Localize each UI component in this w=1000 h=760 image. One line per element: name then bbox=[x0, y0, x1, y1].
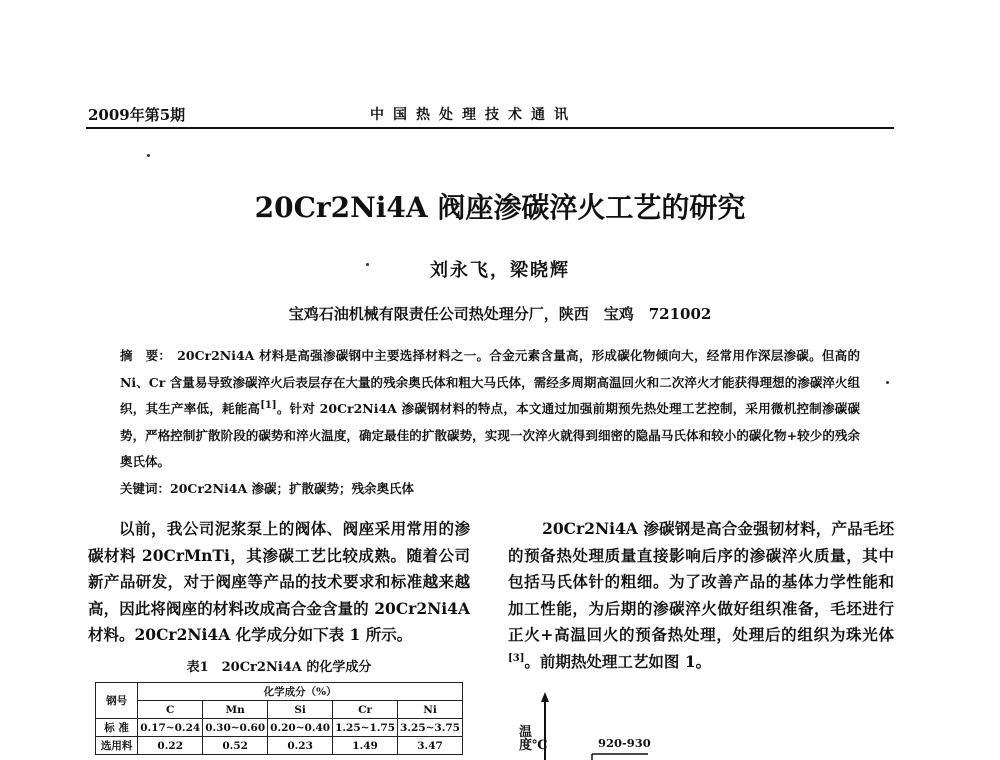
table-row bbox=[96, 737, 463, 755]
header-divider bbox=[86, 127, 894, 129]
col-header: C bbox=[138, 701, 203, 719]
citation-3: [3] bbox=[508, 652, 525, 664]
table-cell: 1.49 bbox=[333, 737, 398, 755]
paper-title: 20Cr2Ni4A 阀座渗碳淬火工艺的研究 bbox=[254, 191, 746, 224]
table-cell: 0.52 bbox=[203, 737, 268, 755]
speck bbox=[886, 381, 889, 384]
table-cell: 1.25~1.75 bbox=[333, 719, 398, 737]
figure1-temperature-label: 920-930 bbox=[598, 736, 651, 750]
corner-header: 钢号 bbox=[96, 683, 138, 719]
row-label: 选用料 bbox=[96, 737, 138, 755]
composition-table bbox=[95, 682, 463, 755]
element-header-row bbox=[96, 701, 463, 719]
keywords: 关键词：20Cr2Ni4A 渗碳；扩散碳势；残余奥氏体 bbox=[120, 481, 415, 496]
abstract-label: 摘 要： bbox=[120, 348, 172, 363]
table-cell: 3.25~3.75 bbox=[398, 719, 463, 737]
table-cell: 3.47 bbox=[398, 737, 463, 755]
body-right-text-end: 。前期热处理工艺如图 1。 bbox=[524, 651, 712, 671]
col-header: Mn bbox=[203, 701, 268, 719]
table-cell: 0.30~0.60 bbox=[203, 719, 268, 737]
table-caption: 表1 20Cr2Ni4A 的化学成分 bbox=[186, 660, 372, 675]
affiliation: 宝鸡石油机械有限责任公司热处理分厂，陕西 宝鸡 721002 bbox=[288, 305, 712, 323]
group-header: 化学成分（%） bbox=[138, 683, 463, 701]
col-header: Cr bbox=[333, 701, 398, 719]
abstract-text-part1: 20Cr2Ni4A 材料是高强渗碳钢中主要选择材料之一。合金元素含量高，形成碳化物倾向大，经常用作深层渗碳。但高的 Ni、Cr 含量易导致渗碳淬火后表层存在大量的残余奥氏体和粗大马氏体，需经多周期高温回火和二次淬火才能获得理想的渗碳淬火组织，其生产率低，耗能高 bbox=[120, 348, 860, 416]
col-header: Ni bbox=[398, 701, 463, 719]
table-cell: 0.17~0.24 bbox=[138, 719, 203, 737]
issue-label: 2009年第5期 bbox=[88, 106, 186, 124]
table-header-row bbox=[96, 683, 463, 701]
col-header: Si bbox=[268, 701, 333, 719]
table-cell: 0.23 bbox=[268, 737, 333, 755]
citation-1: [1] bbox=[260, 399, 277, 411]
abstract-text-part2: 。针对 20Cr2Ni4A 渗碳钢材料的特点，本文通过加强前期预先热处理工艺控制，采用微机控制渗碳碳势，严格控制扩散阶段的碳势和淬火温度，确定最佳的扩散碳势，实现一次淬火就得到细密的隐晶马氏体和较小的碳化物+较少的残余奥氏体。 bbox=[120, 401, 860, 469]
journal-name: 中国热处理技术通讯 bbox=[370, 107, 577, 123]
row-label: 标 准 bbox=[96, 719, 138, 737]
abstract bbox=[120, 343, 860, 476]
speck bbox=[147, 154, 150, 157]
authors: 刘永飞，梁晓辉 bbox=[430, 260, 570, 281]
body-right-column bbox=[508, 516, 894, 675]
body-left-column: 以前，我公司泥浆泵上的阀体、阀座采用常用的渗碳材料 20CrMnTi，其渗碳工艺比较成熟。随着公司新产品研发，对于阀座等产品的技术要求和标准越来越高，因此将阀座的材料改成高合金含量的 20Cr2Ni4A 材料。20Cr2Ni4A 化学成分如下表 1 所示。 bbox=[88, 519, 470, 644]
table-row bbox=[96, 719, 463, 737]
table-cell: 0.20~0.40 bbox=[268, 719, 333, 737]
table-cell: 0.22 bbox=[138, 737, 203, 755]
body-right-text: 20Cr2Ni4A 渗碳钢是高合金强韧材料，产品毛坯的预备热处理质量直接影响后序的渗碳淬火质量，其中包括马氏体针的粗细。为了改善产品的基体力学性能和加工性能，为后期的渗碳淬火做好组织准备，毛坯进行正火+高温回火的预备热处理，处理后的组织为珠光体 bbox=[508, 519, 894, 644]
figure1-ylabel: 温度℃ bbox=[519, 725, 548, 753]
